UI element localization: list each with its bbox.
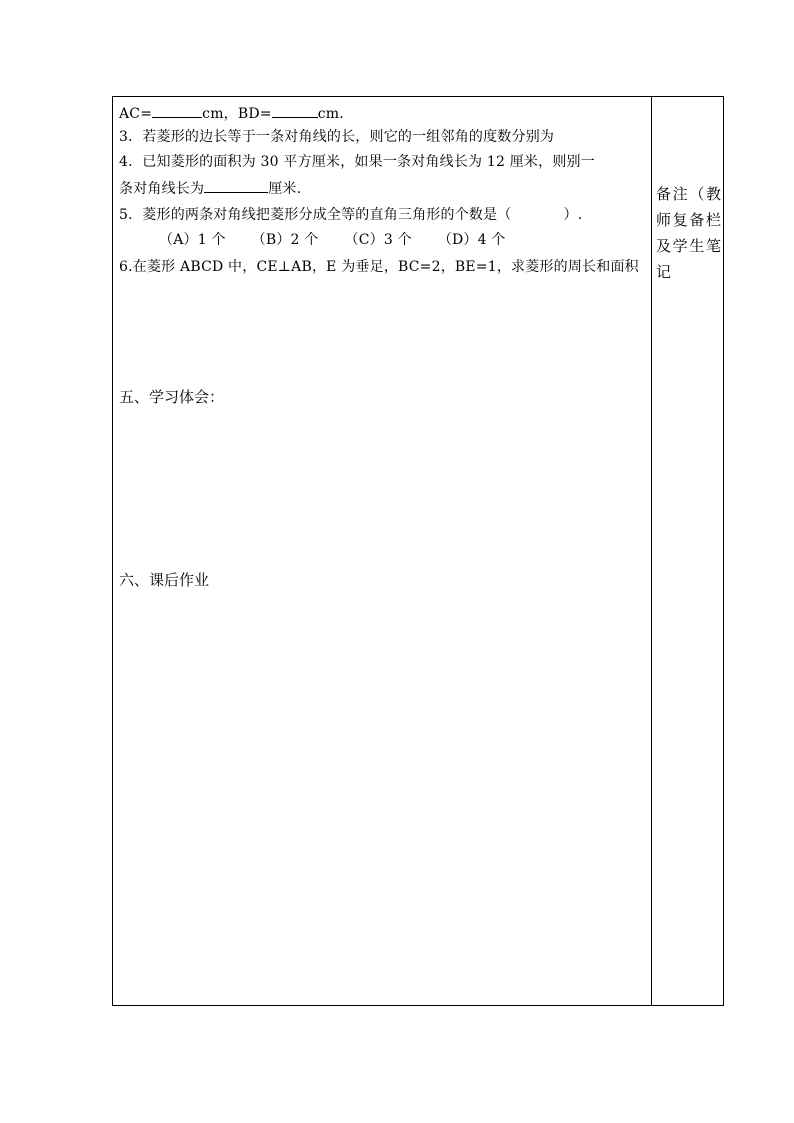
- worksheet-table: [112, 96, 724, 1006]
- q5-prefix: 5．菱形的两条对角线把菱形分成全等的直角三角形的个数是（: [119, 207, 512, 223]
- ac-unit-bd-label: cm，BD=: [202, 106, 272, 122]
- q5-suffix: ）.: [563, 207, 583, 223]
- ac-blank[interactable]: [152, 104, 202, 118]
- notes-column-label: 备注（教师复备栏及学生笔记: [656, 185, 722, 281]
- question-5: [119, 207, 582, 223]
- q4-suffix: 厘米.: [268, 181, 302, 197]
- section-homework-heading: 六、课后作业: [119, 571, 210, 589]
- bd-unit: cm.: [317, 106, 344, 122]
- question-3: 3．若菱形的边长等于一条对角线的长，则它的一组邻角的度数分别为: [119, 129, 555, 145]
- question-4-line-1: 4．已知菱形的面积为 30 平方厘米，如果一条对角线长为 12 厘米，则别一: [119, 154, 595, 170]
- q5-option-d: （D）4 个: [437, 232, 506, 248]
- q4-blank[interactable]: [204, 179, 268, 193]
- question-6: 6.在菱形 ABCD 中，CE⊥AB，E 为垂足，BC=2，BE=1，求菱形的周长和面积: [119, 259, 639, 275]
- section-reflection-heading: 五、学习体会：: [119, 388, 225, 406]
- q5-option-c: （C）3 个: [344, 232, 412, 248]
- question-4-line-2: [119, 179, 301, 197]
- q5-option-b: （B）2 个: [251, 232, 319, 248]
- bd-blank[interactable]: [272, 104, 318, 118]
- question-5-options: [119, 232, 506, 248]
- q5-option-a: （A）1 个: [159, 232, 226, 248]
- notes-column: [652, 97, 724, 1005]
- ac-label: AC=: [119, 106, 153, 122]
- main-content-column: [113, 97, 650, 1005]
- q4-prefix: 条对角线长为: [119, 181, 205, 197]
- answer-line-ac-bd: [119, 104, 344, 122]
